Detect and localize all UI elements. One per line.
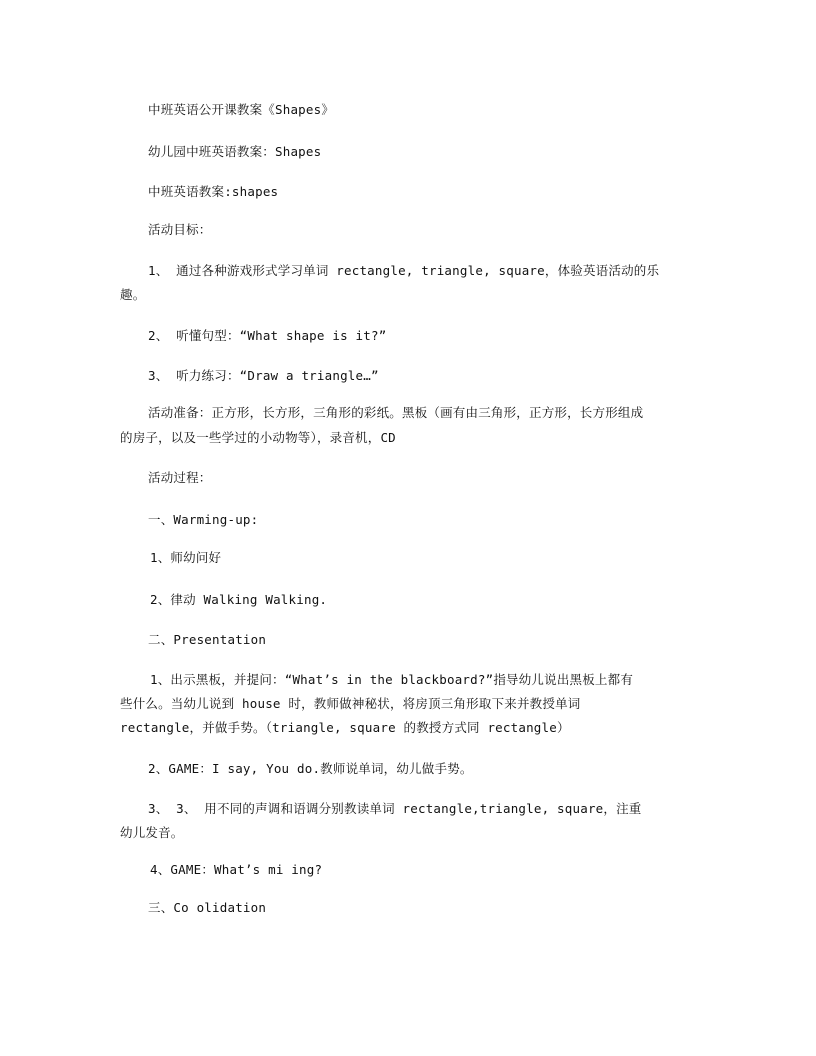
paragraph-line: 活动准备：正方形，长方形，三角形的彩纸。黑板（画有由三角形，正方形，长方形组成 <box>148 405 644 420</box>
section-heading: 一、Warming-up: <box>148 512 259 527</box>
paragraph-line: 些什么。当幼儿说到 house 时，教师做神秘状，将房顶三角形取下来并教授单词 <box>120 696 581 711</box>
paragraph-line: 幼儿发音。 <box>120 825 184 840</box>
paragraph-line: rectangle，并做手势。（triangle, square 的教授方式同 rectangle） <box>120 720 570 735</box>
section-heading: 二、Presentation <box>148 632 267 647</box>
paragraph-line: 趣。 <box>120 287 146 302</box>
list-item: 2、律动 Walking Walking. <box>150 592 328 607</box>
paragraph-line: 2、GAME：I say, You do.教师说单词，幼儿做手势。 <box>148 761 473 776</box>
subtitle-line: 中班英语教案:shapes <box>148 184 279 199</box>
title-line: 中班英语公开课教案《Shapes》 <box>148 102 335 117</box>
paragraph-line: 的房子，以及一些学过的小动物等），录音机，CD <box>120 430 396 445</box>
paragraph-line: 3、 3、 用不同的声调和语调分别教读单词 rectangle,triangle, square，注重 <box>148 801 642 816</box>
section-heading: 活动过程： <box>148 470 212 485</box>
list-item: 1、师幼问好 <box>150 550 222 565</box>
section-heading: 三、Co olidation <box>148 900 267 915</box>
paragraph-line: 3、 听力练习：“Draw a triangle…” <box>148 368 379 383</box>
subtitle-line: 幼儿园中班英语教案：Shapes <box>148 144 322 159</box>
paragraph-line: 1、 通过各种游戏形式学习单词 rectangle, triangle, square，体验英语活动的乐 <box>148 263 660 278</box>
list-item: 4、GAME：What’s mi ing? <box>150 862 323 877</box>
paragraph-line: 1、出示黑板，并提问：“What’s in the blackboard?”指导幼儿说出黑板上都有 <box>150 672 634 687</box>
section-heading: 活动目标： <box>148 222 212 237</box>
paragraph-line: 2、 听懂句型：“What shape is it?” <box>148 328 387 343</box>
